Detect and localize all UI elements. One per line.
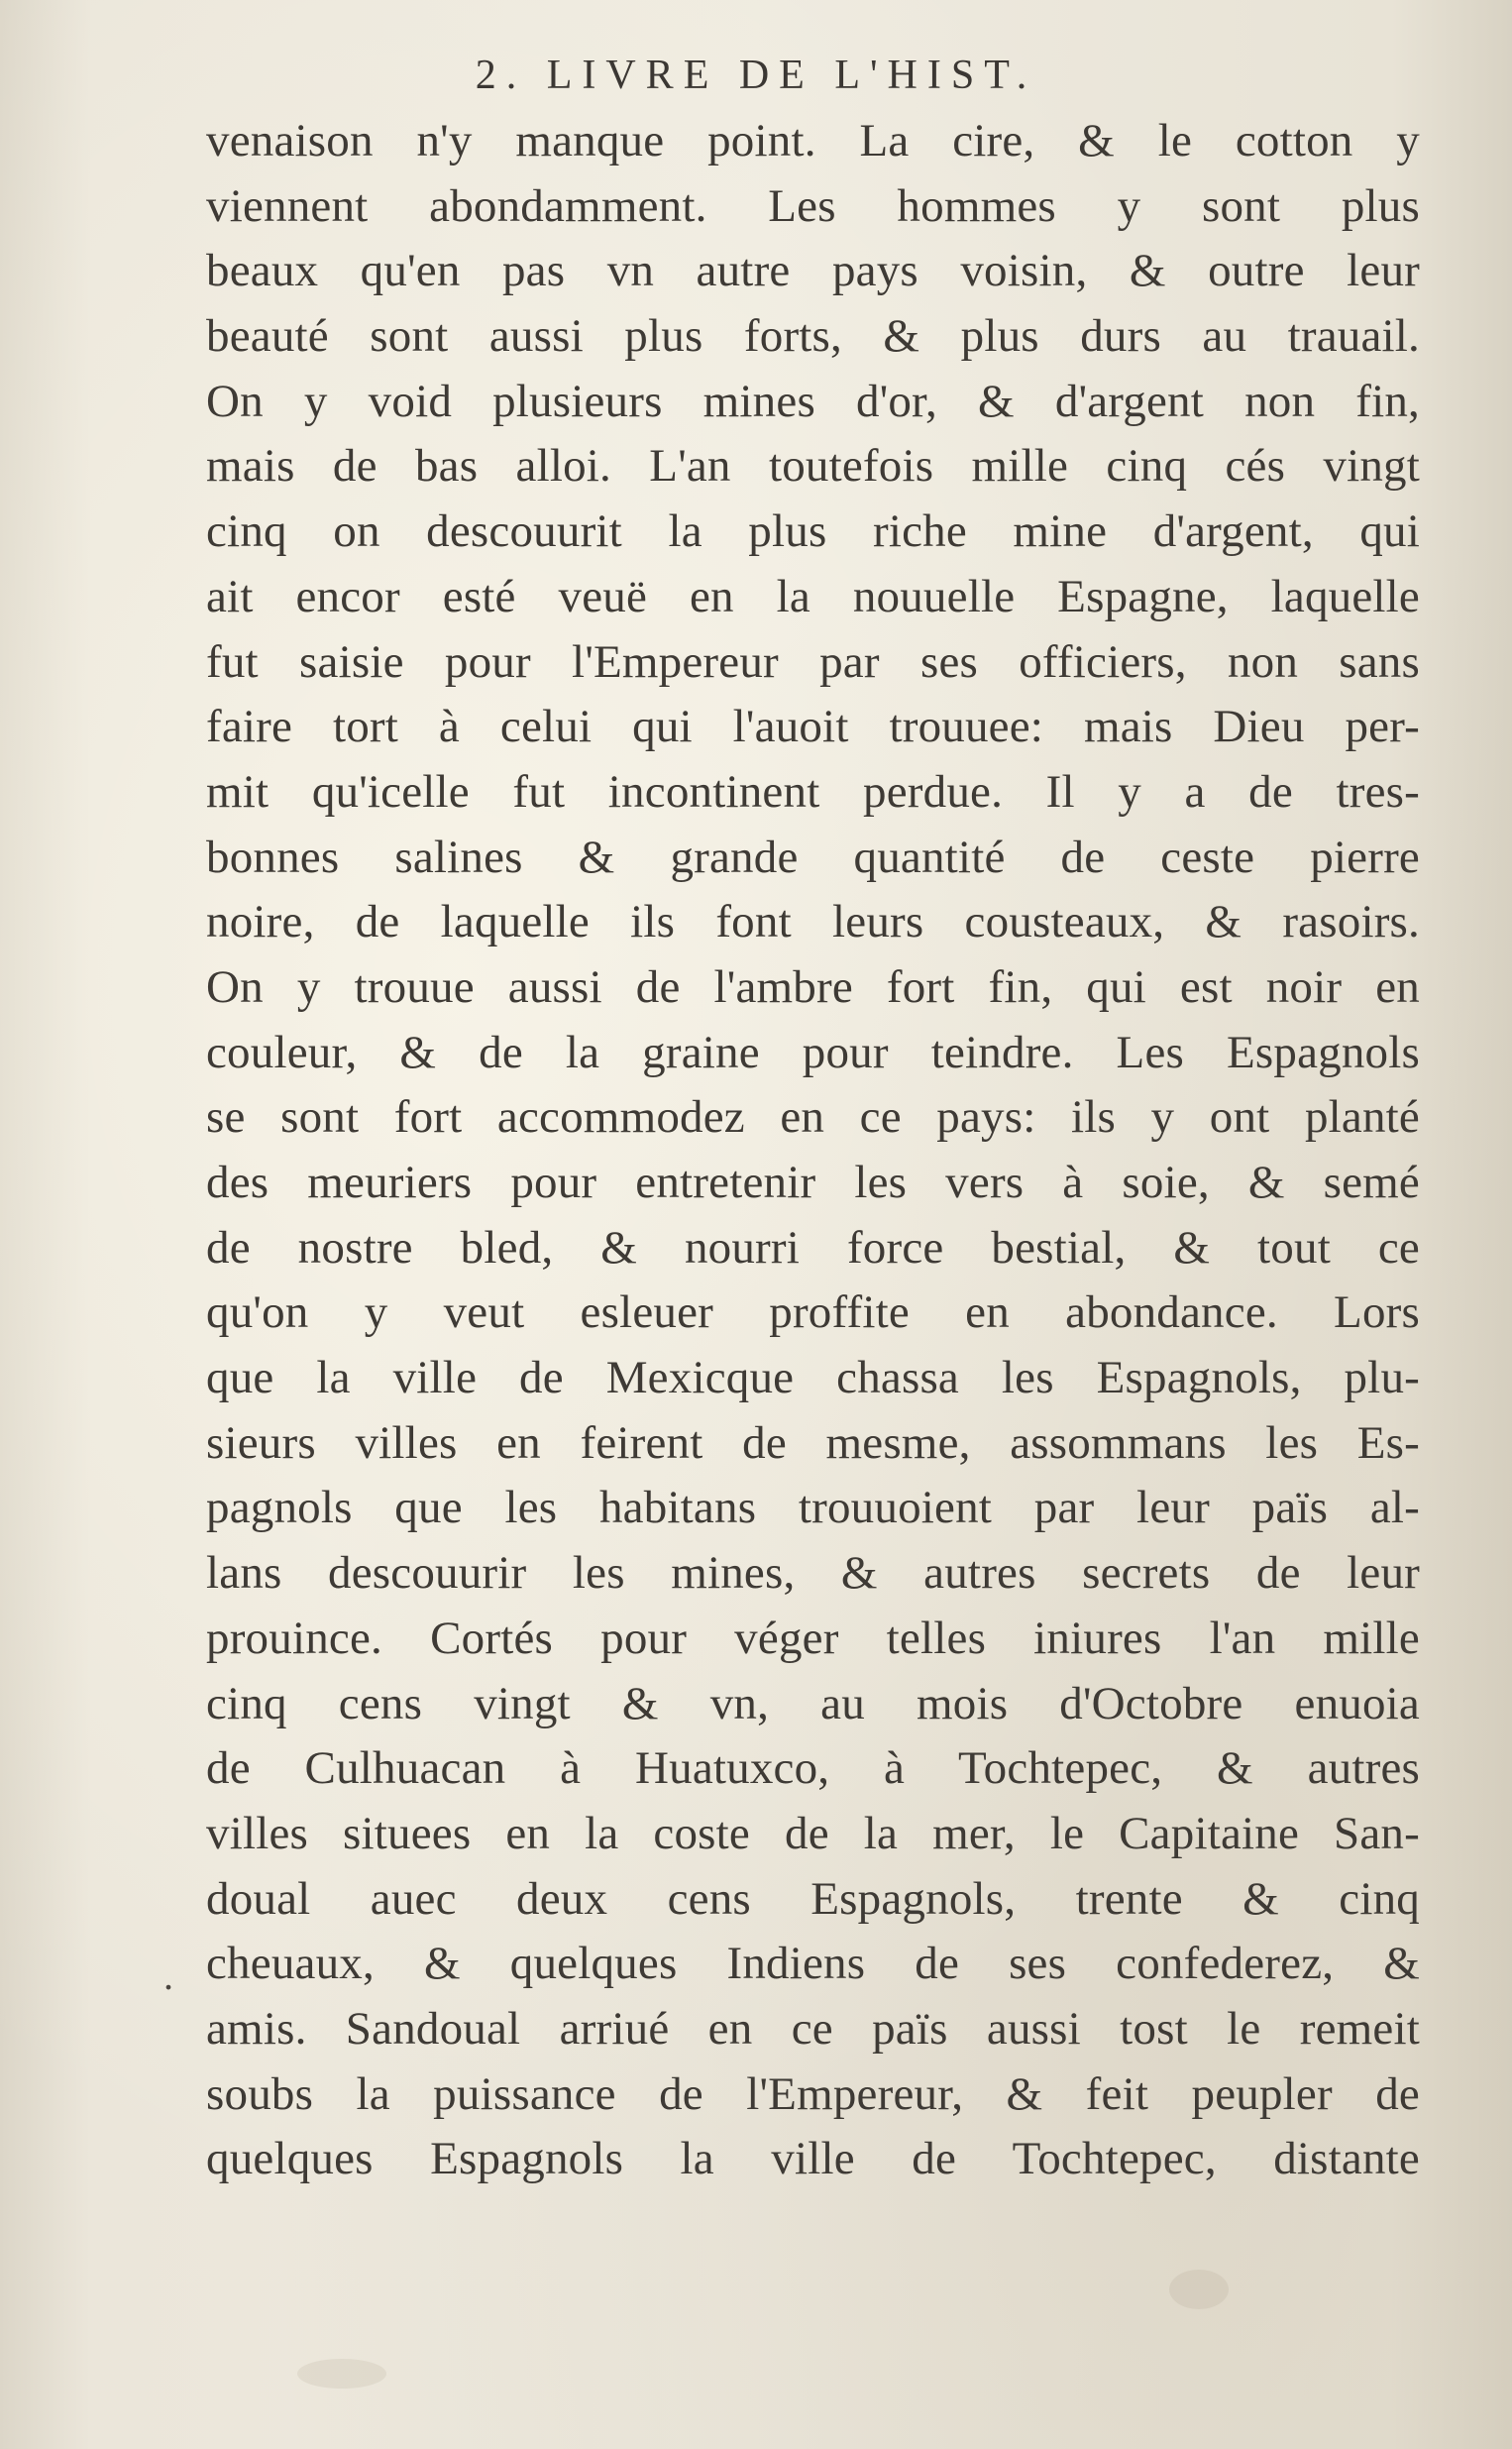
text-line: venaison n'y manque point. La cire, & le cotton y bbox=[206, 115, 1420, 167]
text-line: doual auec deux cens Espagnols, trente & cinq bbox=[206, 1872, 1420, 1925]
text-line: pagnols que les habitans trouuoient par leur païs al- bbox=[206, 1482, 1420, 1534]
text-line: qu'on y veut esleuer proffite en abondance. Lors bbox=[206, 1286, 1420, 1339]
text-line: cinq on descouurit la plus riche mine d'argent, qui bbox=[206, 505, 1420, 558]
text-line: sieurs villes en feirent de mesme, assommans les Es- bbox=[206, 1416, 1420, 1469]
text-line: bonnes salines & grande quantité de ceste pierre bbox=[206, 831, 1420, 883]
text-line: fut saisie pour l'Empereur par ses officiers, non sans bbox=[206, 635, 1420, 688]
body-text bbox=[206, 109, 1420, 2192]
paper-stain bbox=[297, 2359, 386, 2389]
text-line: On y void plusieurs mines d'or, & d'argent non fin, bbox=[206, 375, 1420, 427]
text-line: beaux qu'en pas vn autre pays voisin, & outre leur bbox=[206, 245, 1420, 297]
text-line: couleur, & de la graine pour teindre. Les Espagnols bbox=[206, 1026, 1420, 1078]
text-line: On y trouue aussi de l'ambre fort fin, qui est noir en bbox=[206, 960, 1420, 1013]
text-line: lans descouurir les mines, & autres secrets de leur bbox=[206, 1547, 1420, 1600]
text-line: cheuaux, & quelques Indiens de ses confederez, & bbox=[206, 1938, 1420, 1990]
running-head: 2. LIVRE DE L'HIST. bbox=[475, 53, 1037, 98]
text-line: de Culhuacan à Huatuxco, à Tochtepec, & autres bbox=[206, 1742, 1420, 1795]
text-line: viennent abondamment. Les hommes y sont plus bbox=[206, 179, 1420, 232]
text-line: amis. Sandoual arriué en ce païs aussi tost le remeit bbox=[206, 2002, 1420, 2055]
text-line: se sont fort accommodez en ce pays: ils y ont planté bbox=[206, 1091, 1420, 1144]
paper-stain bbox=[1169, 2270, 1229, 2309]
text-line: prouince. Cortés pour véger telles iniures l'an mille bbox=[206, 1612, 1420, 1664]
stray-mark: . bbox=[163, 1953, 173, 1998]
text-line: cinq cens vingt & vn, au mois d'Octobre enuoia bbox=[206, 1677, 1420, 1729]
text-line: que la ville de Mexicque chassa les Espagnols, plu- bbox=[206, 1352, 1420, 1404]
text-line: de nostre bled, & nourri force bestial, & tout ce bbox=[206, 1221, 1420, 1274]
text-line: ait encor esté veuë en la nouuelle Espagne, laquelle bbox=[206, 570, 1420, 622]
text-line: noire, de laquelle ils font leurs cousteaux, & rasoirs. bbox=[206, 896, 1420, 948]
text-line: villes situees en la coste de la mer, le Capitaine San- bbox=[206, 1807, 1420, 1859]
text-line: des meuriers pour entretenir les vers à soie, & semé bbox=[206, 1157, 1420, 1208]
text-line: mais de bas alloi. L'an toutefois mille cinq cés vingt bbox=[206, 440, 1420, 493]
text-line: soubs la puissance de l'Empereur, & feit peupler de bbox=[206, 2067, 1420, 2120]
text-line: beauté sont aussi plus forts, & plus durs au trauail. bbox=[206, 310, 1420, 363]
text-line: quelques Espagnols la ville de Tochtepec, distante bbox=[206, 2133, 1420, 2185]
text-line: faire tort à celui qui l'auoit trouuee: mais Dieu per- bbox=[206, 701, 1420, 753]
text-line: mit qu'icelle fut incontinent perdue. Il y a de tres- bbox=[206, 765, 1420, 818]
